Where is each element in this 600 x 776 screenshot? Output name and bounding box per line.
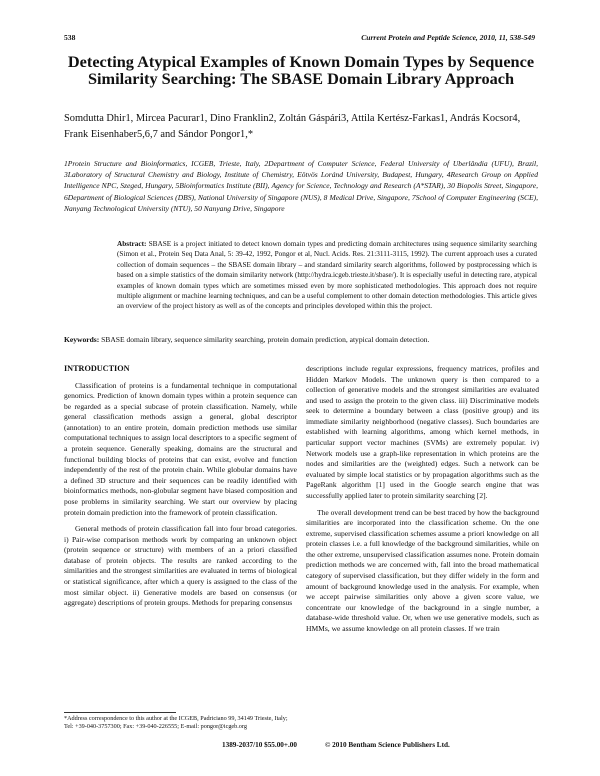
- right-column: [306, 364, 539, 634]
- paragraph: descriptions include regular expressions, frequency matrices, profiles and Hidden Markov Models. The unknown query is then compared to a collection of generative models and the strongest similarities are evaluated and used to assign the protein to the given class. iii) Discriminative models seek to determine a boundary between a class (positive group) and its immediate similarity neighborhood (negative classes). Such boundaries are established with learning algorithms, among which kernel methods, in particular support vector machines (SVMs) are extremely popular. iv) Network models use a graph-like representation in which proteins are the nodes and similarities are the (weighted) edges. Such a network can be evaluated by simple local statistics or by propagation algorithms such as the PageRank algorithm [1] used in the Google search engine that was successfully applied later to protein similarity searching [2].: [306, 364, 539, 500]
- footnote-divider: [64, 712, 176, 713]
- abstract: [117, 239, 537, 312]
- keywords-label: Keywords:: [64, 335, 100, 344]
- paragraph: Classification of proteins is a fundamental technique in computational genomics. Prediction of known domain types within a protein sequence can be regarded as a special subcase of protein classification. Namely, while general classification methods assign a general, global descriptor (annotation) to an entire protein, domain prediction methods use similar computational techniques to assign local descriptors to a specific segment of a protein sequence. Generally speaking, domains are the structural and functional building blocks of proteins that can exist, evolve and function independently of the rest of the protein chain. While globular domains have a defined 3D structure and their sequences can be readily identified with bioinformatics methods, non-globular segment have biased composition and pose problems in similarity searching. We start our overview by placing protein domain prediction into the framework of protein classification.: [64, 380, 297, 517]
- section-heading-introduction: INTRODUCTION: [64, 364, 130, 373]
- page-number: 538: [64, 33, 76, 42]
- author-list: Somdutta Dhir1, Mircea Pacurar1, Dino Franklin2, Zoltán Gáspári3, Attila Kertész-Farkas1, András Kocsor4, Frank Eisenhaber5,6,7 and Sándor Pongor1,*: [64, 113, 521, 140]
- abstract-text: SBASE is a project initiated to detect known domain types and predicting domain architectures using sequence similarity searching (Simon et al., Protein Seq Data Anal, 5: 39-42, 1992, Pongor et al, Nucl. Acids. Res. 21:3111-3115, 1992). The current approach uses a curated collection of domain sequences – the SBASE domain library – and standard similarity search algorithms, followed by postprocessing which is based on a simple statistics of the domain similarity network (http://hydra.icgeb.trieste.it/sbase/). It is especially useful in detecting rare, atypical examples of known domain types which are sometimes missed even by more sophisticated methodologies. This approach does not require multiple alignment or machine learning techniques, and can be a useful complement to other domain detection methodologies. This article gives an overview of the project history as well as of the concepts and principles developed within this the project.: [117, 240, 537, 311]
- keywords: [64, 335, 538, 345]
- paragraph: The overall development trend can be best traced by how the background similarities are incorporated into the classification scheme. On the one extreme, supervised classification schemes assume a priori knowledge on all protein classes i.e. a full knowledge of the background similarities, while on the other extreme, unsupervised classification assumes none. Protein domain prediction methods we are concerned with, fall into the broad mathematical category of supervised classification, but they differ widely in the form and amount of background knowledge used in the analysis. For example, when we accept pairwise similarities only above a given score value, we concentrate our knowledge of the background in a single number, a database-wide threshold value. Or, when we use generative models, such as HMMs, we assume knowledge on all protein classes. If we train: [306, 507, 539, 633]
- copyright: © 2010 Bentham Science Publishers Ltd.: [325, 741, 450, 749]
- affiliations: 1Protein Structure and Bioinformatics, ICGEB, Trieste, Italy, 2Department of Computer Science, Federal University of Uberlândia (UFU), Brazil, 3Laboratory of Structural Chemistry and Biology, Institute of Chemistry, Eötvös Loránd University, Budapest, Hungary, 4Research Group on Applied Intelligence NPC, Szeged, Hungary, 5Bioinformatics Institute (BII), Agency for Science, Technology and Research (A*STAR), 30 Biopolis Street, Singapore, 6Department of Biological Sciences (DBS), National University of Singapore (NUS), 8 Medical Drive, Singapore, 7School of Computer Engineering (SCE), Nanyang Technological University (NTU), 50 Nanyang Drive, Singapore: [64, 159, 538, 213]
- abstract-label: Abstract:: [117, 240, 147, 248]
- left-column: [64, 364, 297, 609]
- article-title: Detecting Atypical Examples of Known Domain Types by Sequence Similarity Searching: The SBASE Domain Library Approach: [67, 52, 535, 88]
- paragraph: General methods of protein classification fall into four broad categories. i) Pair-wise comparison methods work by comparing an unknown object (protein sequence or structure) with members of an a priori classified database of protein objects. The results are ranked according to the similarities and the strongest similarities are evaluated in terms of biological or statistical significance, after which a query is assigned to the class of the most similar object. ii) Generative models are based on consensus (or aggregate) descriptions of protein groups. Methods for preparing consensus: [64, 524, 297, 608]
- journal-header: Current Protein and Peptide Science, 2010, 11, 538-549: [361, 33, 535, 42]
- correspondence-footnote: *Address correspondence to this author at the ICGEB, Padriciano 99, 34149 Trieste, Italy; Tel: +39-040-3757300; Fax: +39-040-226555; E-mail: pongor@icgeb.org: [64, 715, 288, 731]
- issn-price: 1389-2037/10 $55.00+.00: [222, 741, 297, 749]
- keywords-text: SBASE domain library, sequence similarity searching, protein domain prediction, atypical domain detection.: [101, 335, 430, 344]
